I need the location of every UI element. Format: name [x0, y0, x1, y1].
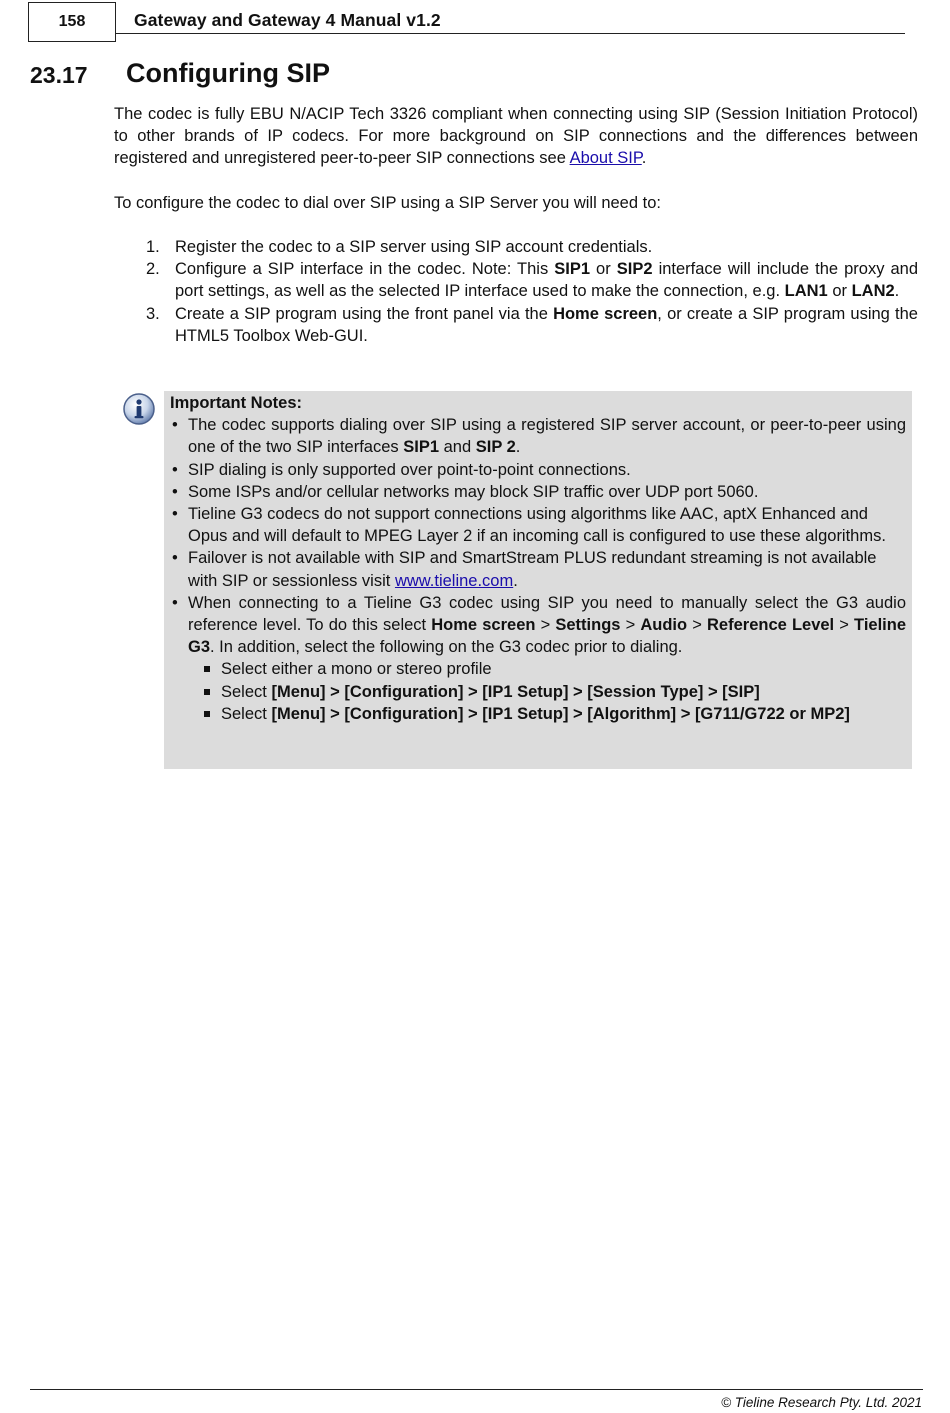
sip1-term: SIP1: [403, 438, 440, 457]
step-text: or: [590, 260, 617, 279]
intro-end: .: [641, 149, 647, 168]
step-number: 1.: [146, 238, 160, 256]
note-item: [170, 547, 906, 591]
step-text: , or create a SIP program using the HTML5 Toolbox Web-GUI.: [175, 304, 918, 345]
note-item: • Some ISPs and/or cellular networks may block SIP traffic over UDP port 5060.: [170, 481, 906, 503]
menu-path: [Menu] > [Configuration] > [IP1 Setup] > [Algorithm] > [G711/G722 or MP2]: [271, 704, 850, 723]
reference-level-term: Reference Level: [707, 616, 835, 635]
step-item: [114, 236, 918, 258]
step-item: [114, 258, 918, 302]
page-header: [28, 2, 905, 45]
note-text: >: [687, 616, 708, 635]
sip1-term: SIP1: [554, 260, 591, 279]
note-text: When connecting to a Tieline G3 codec using SIP you need to manually select the G3 audio reference level. To do this select: [188, 593, 906, 635]
audio-term: Audio: [640, 616, 688, 635]
sub-step-item: Select either a mono or stereo profile: [188, 658, 906, 680]
footer-rule: [30, 1389, 923, 1390]
info-icon: [122, 392, 156, 426]
intro-text: The codec is fully EBU N/ACIP Tech 3326 compliant when connecting using SIP (Session Initiation Protocol) to other brands of IP codecs. For more background on SIP connections and the differences between registered and unregistered peer-to-peer SIP connections see: [114, 105, 918, 168]
sub-steps-list: [188, 658, 906, 725]
intro-paragraph: [114, 103, 918, 170]
section-number: 23.17: [30, 62, 88, 88]
step-text: interface will include the proxy and port settings, as well as the selected IP interface used to make the connection, e.g.: [175, 260, 919, 301]
sub-step-text: Select: [221, 682, 272, 701]
note-text: and: [439, 438, 476, 457]
home-screen-term: Home screen: [431, 616, 536, 635]
lan1-term: LAN1: [784, 282, 828, 301]
step-text: or: [827, 282, 852, 301]
step-number: 2.: [146, 260, 160, 279]
note-text: >: [834, 616, 855, 635]
footer-copyright: © Tieline Research Pty. Ltd. 2021: [721, 1395, 922, 1410]
note-text: .: [513, 571, 518, 590]
settings-term: Settings: [555, 616, 621, 635]
step-text: .: [894, 282, 900, 301]
note-text: >: [535, 616, 556, 635]
step-text: Register the codec to a SIP server using SIP account credentials.: [175, 238, 653, 256]
lan2-term: LAN2: [851, 282, 895, 301]
manual-title: Gateway and Gateway 4 Manual v1.2: [134, 10, 441, 30]
step-text: Configure a SIP interface in the codec. Note: This: [175, 260, 555, 279]
menu-path: [Menu] > [Configuration] > [IP1 Setup] > [Session Type] > [SIP]: [271, 682, 760, 701]
note-text: .: [515, 438, 521, 457]
note-item: • SIP dialing is only supported over point-to-point connections.: [170, 459, 906, 481]
steps-list: [114, 236, 918, 347]
note-text: >: [620, 616, 641, 635]
sip2-term: SIP 2: [475, 438, 516, 457]
sub-step-text: Select: [221, 704, 272, 723]
header-rule: [116, 33, 905, 34]
sip2-term: SIP2: [616, 260, 653, 279]
step-text: Create a SIP program using the front panel via the: [175, 304, 554, 323]
note-item: [170, 592, 906, 725]
section-title: Configuring SIP: [126, 58, 330, 88]
note-item: [170, 414, 906, 458]
sub-step-item: [188, 681, 906, 703]
notes-list: [170, 414, 906, 725]
note-text: . In addition, select the following on the G3 codec prior to dialing.: [210, 638, 683, 657]
important-notes-box: [164, 391, 912, 769]
note-text: Failover is not available with SIP and SmartStream PLUS redundant streaming is not available with SIP or sessionless visit: [188, 549, 877, 590]
lead-in-paragraph: To configure the codec to dial over SIP using a SIP Server you will need to:: [114, 194, 661, 212]
notes-title: Important Notes:: [170, 394, 302, 412]
tieline-g3-term: Tieline G3: [188, 616, 907, 657]
tieline-link[interactable]: www.tieline.com: [394, 571, 514, 590]
about-sip-link[interactable]: About SIP: [569, 149, 642, 168]
home-screen-term: Home screen: [553, 304, 658, 323]
step-number: 3.: [146, 304, 160, 323]
sub-step-item: [188, 703, 906, 725]
note-text: The codec supports dialing over SIP using a registered SIP server account, or peer-to-peer using one of the two SIP interfaces: [188, 416, 906, 457]
step-item: [114, 303, 918, 347]
page-number: 158: [28, 2, 116, 42]
note-item: • Tieline G3 codecs do not support connections using algorithms like AAC, aptX Enhanced and Opus and will default to MPEG Layer 2 if an incoming call is configured to use these algorithms.: [170, 503, 906, 547]
